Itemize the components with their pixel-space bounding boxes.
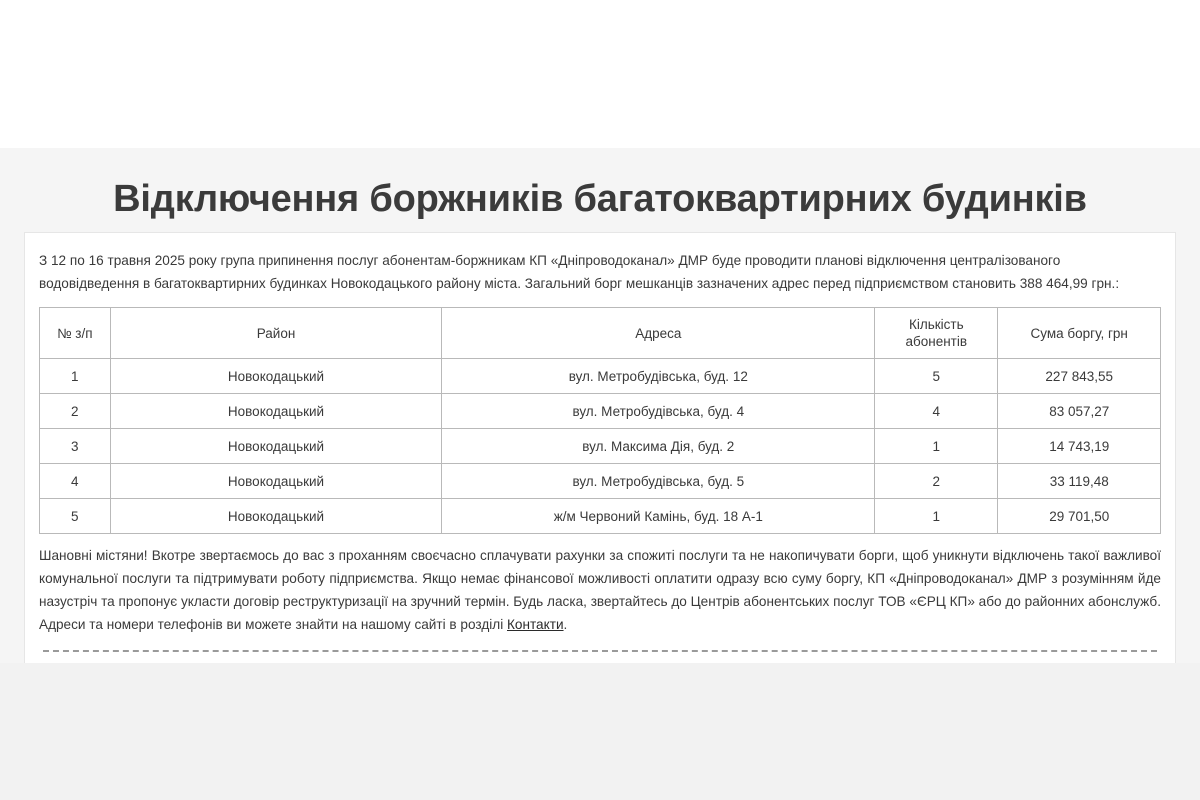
table-row (40, 359, 1161, 394)
column-header-debt: Сума боргу, грн (998, 308, 1161, 359)
cell-number: 4 (40, 464, 111, 499)
cell-number: 1 (40, 359, 111, 394)
announcement-card (24, 232, 1176, 665)
cell-debt: 33 119,48 (998, 464, 1161, 499)
cell-district: Новокодацький (110, 394, 442, 429)
table-row (40, 464, 1161, 499)
intro-paragraph: З 12 по 16 травня 2025 року група припинення послуг абонентам-боржникам КП «Дніпроводоканал» ДМР буде проводити планові відключення централізованого водовідведення в багатоквартирних будинках Новокодацького району міста. Загальний борг мешканців зазначених адрес перед підприємством становить 388 464,99 грн.: (39, 253, 1120, 291)
cell-number: 5 (40, 499, 111, 534)
debtors-table (39, 307, 1161, 534)
cell-district: Новокодацький (110, 499, 442, 534)
cell-district: Новокодацький (110, 429, 442, 464)
cell-address: вул. Максима Дія, буд. 2 (442, 429, 875, 464)
table-row (40, 429, 1161, 464)
table-body (40, 359, 1161, 534)
cell-address: вул. Метробудівська, буд. 12 (442, 359, 875, 394)
outro-paragraph (39, 544, 1161, 636)
cell-debt: 14 743,19 (998, 429, 1161, 464)
cell-debt: 83 057,27 (998, 394, 1161, 429)
cell-number: 2 (40, 394, 111, 429)
cell-subscribers: 4 (875, 394, 998, 429)
table-row (40, 394, 1161, 429)
page-bottom-strip (0, 663, 1200, 800)
table-header-row (40, 308, 1161, 359)
cell-address: вул. Метробудівська, буд. 5 (442, 464, 875, 499)
table-row (40, 499, 1161, 534)
cell-district: Новокодацький (110, 359, 442, 394)
cell-subscribers: 2 (875, 464, 998, 499)
page-title: Відключення боржників багатоквартирних будинків (113, 178, 1087, 220)
column-header-address: Адреса (442, 308, 875, 359)
outro-text-after-link: . (563, 617, 568, 632)
table-header (40, 308, 1161, 359)
cell-district: Новокодацький (110, 464, 442, 499)
contacts-link[interactable]: Контакти (507, 617, 564, 632)
cell-number: 3 (40, 429, 111, 464)
cell-debt: 227 843,55 (998, 359, 1161, 394)
column-header-number: № з/п (40, 308, 111, 359)
cell-subscribers: 1 (875, 499, 998, 534)
outro-text-before-link: Шановні містяни! Вкотре звертаємось до вас з проханням своєчасно сплачувати рахунки за спожиті послуги та не накопичувати борги, щоб уникнути відключень такої важливої комунальної послуги та підтримувати роботу підприємства. Якщо немає фінансової можливості оплатити одразу всю суму боргу, КП «Дніпроводоканал» ДМР з розумінням йде назустріч та пропонує укласти договір реструктуризації на зручний термін. Будь ласка, звертайтесь до Центрів абонентських послуг ТОВ «ЄРЦ КП» або до районних абонслужб. Адреси та номери телефонів ви можете знайти на нашому сайті в розділі (39, 548, 1161, 632)
content-region (0, 148, 1200, 663)
cell-debt: 29 701,50 (998, 499, 1161, 534)
cell-address: вул. Метробудівська, буд. 4 (442, 394, 875, 429)
cell-subscribers: 5 (875, 359, 998, 394)
dashed-divider (43, 650, 1157, 652)
cell-address: ж/м Червоний Камінь, буд. 18 А-1 (442, 499, 875, 534)
column-header-subscribers: Кількість абонентів (875, 308, 998, 359)
cell-subscribers: 1 (875, 429, 998, 464)
page-top-strip (0, 0, 1200, 148)
column-header-district: Район (110, 308, 442, 359)
